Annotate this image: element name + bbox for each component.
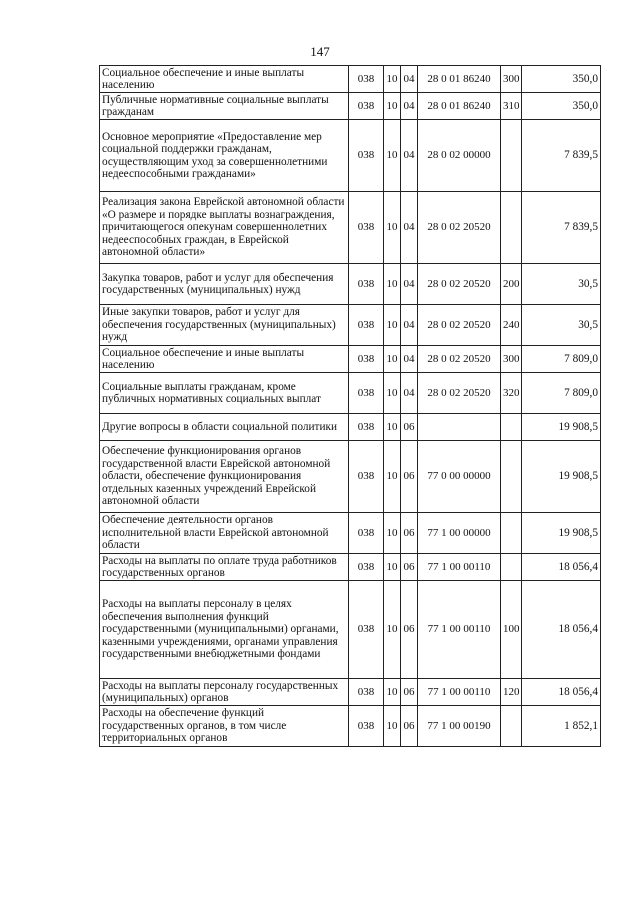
row-expense-type-code: 300 [501,346,522,373]
table-row [100,581,601,679]
row-target-code: 77 1 00 00110 [418,679,501,706]
row-ministry-code: 038 [349,373,384,414]
row-name: Социальное обеспечение и иные выплаты населению [100,66,349,93]
row-name: Закупка товаров, работ и услуг для обеспечения государственных (муниципальных) нужд [100,264,349,305]
row-subsection-code: 04 [401,346,418,373]
row-amount: 7 839,5 [522,192,601,264]
row-amount: 7 809,0 [522,346,601,373]
row-target-code: 28 0 02 20520 [418,264,501,305]
row-subsection-code: 06 [401,581,418,679]
table-row [100,513,601,554]
row-name: Иные закупки товаров, работ и услуг для обеспечения государственных (муниципальных) нужд [100,305,349,346]
row-target-code: 77 1 00 00110 [418,554,501,581]
table-row [100,264,601,305]
row-expense-type-code [501,513,522,554]
row-subsection-code: 06 [401,706,418,747]
row-ministry-code: 038 [349,679,384,706]
row-section-code: 10 [384,513,401,554]
row-target-code: 28 0 02 20520 [418,373,501,414]
row-amount: 7 809,0 [522,373,601,414]
row-subsection-code: 06 [401,513,418,554]
row-ministry-code: 038 [349,581,384,679]
row-name: Социальные выплаты гражданам, кроме публичных нормативных социальных выплат [100,373,349,414]
row-target-code: 28 0 01 86240 [418,93,501,120]
row-subsection-code: 04 [401,93,418,120]
row-amount: 350,0 [522,66,601,93]
row-amount: 19 908,5 [522,414,601,441]
row-ministry-code: 038 [349,346,384,373]
table-row [100,66,601,93]
row-name: Обеспечение деятельности органов исполнительной власти Еврейской автономной области [100,513,349,554]
row-section-code: 10 [384,706,401,747]
row-section-code: 10 [384,346,401,373]
table-row [100,373,601,414]
row-name: Социальное обеспечение и иные выплаты населению [100,346,349,373]
row-expense-type-code: 310 [501,93,522,120]
row-name: Расходы на обеспечение функций государственных органов, в том числе территориальных органов [100,706,349,747]
row-expense-type-code [501,120,522,192]
row-section-code: 10 [384,66,401,93]
row-target-code: 77 1 00 00000 [418,513,501,554]
table-row [100,120,601,192]
row-amount: 19 908,5 [522,441,601,513]
row-section-code: 10 [384,120,401,192]
row-subsection-code: 04 [401,192,418,264]
row-section-code: 10 [384,581,401,679]
row-name: Другие вопросы в области социальной политики [100,414,349,441]
table-row [100,554,601,581]
row-expense-type-code [501,554,522,581]
row-target-code: 28 0 02 00000 [418,120,501,192]
row-subsection-code: 06 [401,441,418,513]
table-row [100,679,601,706]
row-subsection-code: 06 [401,679,418,706]
row-subsection-code: 04 [401,373,418,414]
row-section-code: 10 [384,441,401,513]
table-row [100,414,601,441]
table-row [100,192,601,264]
row-name: Основное мероприятие «Предоставление мер социальной поддержки гражданам, осуществляющим уход за совершеннолетними недееспособными гражданами» [100,120,349,192]
budget-table [99,65,601,747]
row-name: Расходы на выплаты персоналу государственных (муниципальных) органов [100,679,349,706]
row-expense-type-code [501,706,522,747]
table-row [100,93,601,120]
row-section-code: 10 [384,264,401,305]
row-amount: 7 839,5 [522,120,601,192]
row-amount: 1 852,1 [522,706,601,747]
row-target-code: 77 1 00 00190 [418,706,501,747]
row-target-code: 28 0 02 20520 [418,305,501,346]
row-ministry-code: 038 [349,441,384,513]
row-expense-type-code [501,414,522,441]
row-target-code: 28 0 02 20520 [418,346,501,373]
row-section-code: 10 [384,414,401,441]
row-subsection-code: 04 [401,305,418,346]
row-amount: 19 908,5 [522,513,601,554]
row-section-code: 10 [384,373,401,414]
row-section-code: 10 [384,679,401,706]
row-target-code: 28 0 02 20520 [418,192,501,264]
row-ministry-code: 038 [349,93,384,120]
page-number: 147 [310,44,330,59]
row-amount: 30,5 [522,264,601,305]
row-section-code: 10 [384,305,401,346]
row-amount: 30,5 [522,305,601,346]
row-expense-type-code: 240 [501,305,522,346]
row-ministry-code: 038 [349,264,384,305]
row-section-code: 10 [384,93,401,120]
table-row [100,305,601,346]
row-ministry-code: 038 [349,192,384,264]
table-row [100,706,601,747]
row-amount: 350,0 [522,93,601,120]
row-name: Обеспечение функционирования органов государственной власти Еврейской автономной области, обеспечение функционирования отдельных казенных учреждений Еврейской автономной области [100,441,349,513]
row-subsection-code: 04 [401,120,418,192]
row-ministry-code: 038 [349,305,384,346]
row-expense-type-code: 200 [501,264,522,305]
row-expense-type-code [501,441,522,513]
row-target-code [418,414,501,441]
table-row [100,441,601,513]
row-expense-type-code: 120 [501,679,522,706]
row-ministry-code: 038 [349,414,384,441]
row-ministry-code: 038 [349,706,384,747]
row-target-code: 77 0 00 00000 [418,441,501,513]
table-row [100,346,601,373]
row-section-code: 10 [384,554,401,581]
row-expense-type-code: 300 [501,66,522,93]
row-amount: 18 056,4 [522,679,601,706]
row-ministry-code: 038 [349,66,384,93]
row-subsection-code: 04 [401,66,418,93]
row-expense-type-code [501,192,522,264]
row-amount: 18 056,4 [522,554,601,581]
row-name: Публичные нормативные социальные выплаты гражданам [100,93,349,120]
row-ministry-code: 038 [349,120,384,192]
row-target-code: 77 1 00 00110 [418,581,501,679]
row-target-code: 28 0 01 86240 [418,66,501,93]
row-section-code: 10 [384,192,401,264]
row-subsection-code: 06 [401,554,418,581]
row-subsection-code: 06 [401,414,418,441]
row-ministry-code: 038 [349,554,384,581]
row-expense-type-code: 100 [501,581,522,679]
row-expense-type-code: 320 [501,373,522,414]
row-name: Реализация закона Еврейской автономной области «О размере и порядке выплаты вознаграждения, причитающегося опекунам совершеннолетних недееспособных граждан, в Еврейской автономной области» [100,192,349,264]
row-ministry-code: 038 [349,513,384,554]
row-amount: 18 056,4 [522,581,601,679]
row-name: Расходы на выплаты по оплате труда работников государственных органов [100,554,349,581]
row-name: Расходы на выплаты персоналу в целях обеспечения выполнения функций государственными (муниципальными) органами, казенными учреждениями, органами управления государственными внебюджетными фондами [100,581,349,679]
row-subsection-code: 04 [401,264,418,305]
